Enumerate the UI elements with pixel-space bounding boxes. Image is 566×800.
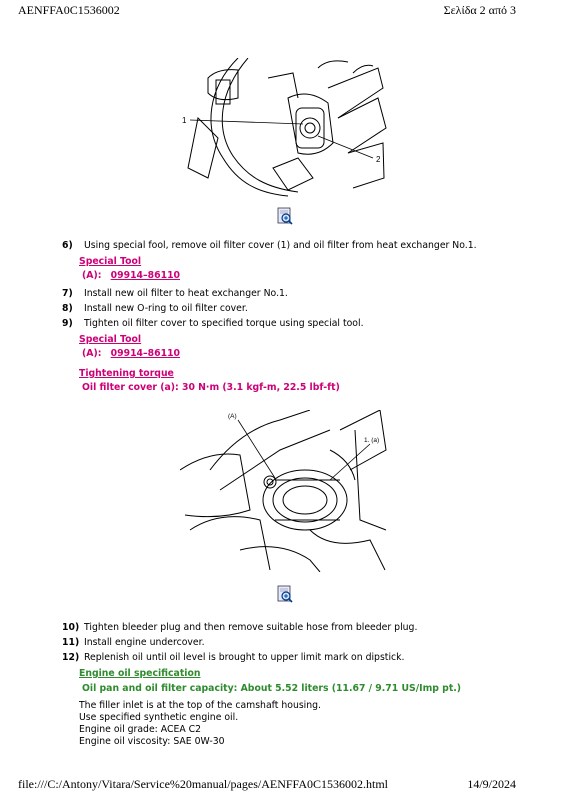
print-date: 14/9/2024 [467, 777, 516, 791]
step-number: 9) [62, 318, 73, 329]
step-10 [62, 622, 417, 633]
step-9 [62, 318, 364, 329]
step-number: 7) [62, 288, 73, 299]
oil-capacity: Oil pan and oil filter capacity: About 5.52 liters (11.67 / 9.71 US/Imp pt.) [82, 683, 462, 694]
oil-spec-heading[interactable]: Engine oil specification [79, 668, 201, 679]
callout-1a: 1. (a) [364, 437, 380, 444]
special-tool-part-link[interactable]: 09914–86110 [110, 270, 181, 281]
special-tool-part-link[interactable]: 09914–86110 [110, 348, 181, 359]
step-text: Using special fool, remove oil filter cover (1) and oil filter from heat exchanger No.1. [84, 240, 477, 251]
step-number: 8) [62, 303, 73, 314]
special-tool-row [79, 270, 180, 281]
oil-filter-cover-torque-figure [180, 410, 388, 572]
zoom-icon[interactable] [276, 207, 294, 225]
special-tool-label: (A): [82, 270, 102, 281]
special-tool-heading[interactable]: Special Tool [79, 256, 142, 267]
step-text: Install new oil filter to heat exchanger No.1. [84, 288, 288, 299]
step-11 [62, 637, 205, 648]
document-id: AENFFA0C1536002 [18, 3, 120, 17]
step-6 [62, 240, 477, 251]
tightening-torque-heading[interactable]: Tightening torque [79, 368, 174, 379]
step-text: Install engine undercover. [84, 637, 205, 648]
step-text: Install new O-ring to oil filter cover. [84, 303, 248, 314]
oil-note: The filler inlet is at the top of the camshaft housing. [79, 700, 322, 711]
step-number: 12) [62, 652, 80, 663]
step-text: Replenish oil until oil level is brought to upper limit mark on dipstick. [84, 652, 405, 663]
step-number: 10) [62, 622, 80, 633]
step-number: 6) [62, 240, 73, 251]
step-text: Tighten bleeder plug and then remove suitable hose from bleeder plug. [84, 622, 418, 633]
special-tool-row-2 [79, 348, 180, 359]
special-tool-heading-2[interactable]: Special Tool [79, 334, 142, 345]
step-12 [62, 652, 404, 663]
step-text: Tighten oil filter cover to specified torque using special tool. [84, 318, 364, 329]
file-url: file:///C:/Antony/Vitara/Service%20manual/pages/AENFFA0C1536002.html [18, 777, 389, 791]
zoom-icon[interactable] [276, 585, 294, 603]
callout-1: 1 [182, 116, 187, 125]
page-indicator: Σελίδα 2 από 3 [443, 3, 516, 17]
step-8 [62, 303, 248, 314]
step-7 [62, 288, 288, 299]
callout-2: 2 [376, 155, 381, 164]
oil-note: Use specified synthetic engine oil. [79, 712, 239, 723]
callout-a: (A) [228, 413, 237, 420]
special-tool-label: (A): [82, 348, 102, 359]
oil-note: Engine oil grade: ACEA C2 [79, 724, 202, 735]
step-number: 11) [62, 637, 80, 648]
oil-note: Engine oil viscosity: SAE 0W-30 [79, 736, 225, 747]
oil-filter-removal-figure [178, 58, 388, 198]
tightening-torque-value: Oil filter cover (a): 30 N·m (3.1 kgf-m, 22.5 lbf-ft) [82, 382, 340, 393]
